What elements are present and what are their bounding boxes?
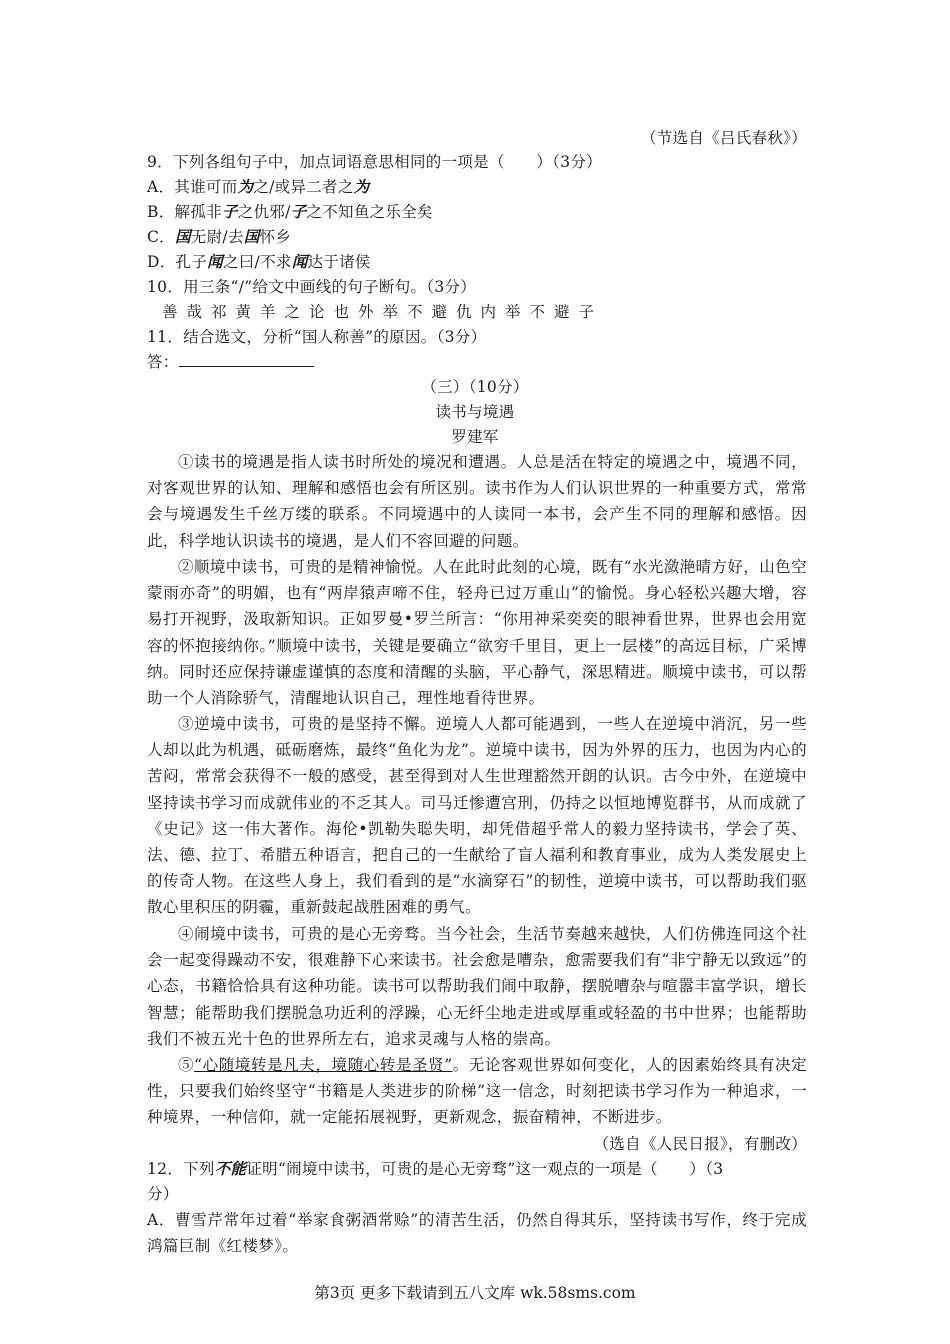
underlined-quote: “心随境转是凡夫，境随心转是圣贤” bbox=[194, 1056, 453, 1074]
paragraph-5: ⑤“心随境转是凡夫，境随心转是圣贤”。无论客观世界如何变化，人的因素始终具有决定性，只要我们始终坚守“书籍是人类进步的阶梯”这一信念，时刻把读书学习作为一种追求，一种境界，一种信仰，就一定能拓展视野，更新观念，振奋精神，不断进步。 bbox=[147, 1056, 807, 1127]
page-footer: 第3页 更多下载请到五八文库 wk.58sms.com bbox=[314, 1284, 636, 1302]
question-11-stem: 11．结合选文，分析“国人称善”的原因。（3分） bbox=[147, 328, 487, 346]
question-9-option-a: A．其谁可而为之/或异二者之为 bbox=[147, 177, 370, 196]
question-12-stem-cont: 分） bbox=[147, 1185, 179, 1203]
article-author: 罗建军 bbox=[451, 428, 499, 446]
source-citation: （节选自《吕氏春秋》） bbox=[640, 129, 807, 147]
question-9-option-d: D．孔子闻之曰/不求闻达于诸侯 bbox=[147, 252, 371, 271]
paragraph-4: ④闹境中读书，可贵的是心无旁骛。当今社会，生活节奏越来越快，人们仿佛连同这个社会一起变得躁动不安，很难静下心来读书。社会愈是嘈杂，愈需要我们有“非宁静无以致远”的心态，书籍恰恰具有这种功能。读书可以帮助我们闹中取静，摆脱嘈杂与喧嚣丰富学识，增长智慧；能帮助我们摆脱急功近利的浮躁，心无纤尘地走进或厚重或轻盈的书中世界；也能帮助我们不被五光十色的世界所左右，追求灵魂与人格的崇高。 bbox=[147, 925, 807, 1048]
question-10-passage: 善哉祁黄羊之论也外举不避仇内举不避子 bbox=[162, 303, 604, 321]
section-header: （三）（10分） bbox=[421, 378, 529, 396]
question-12-option-a: A．曹雪芹常年过着“举家食粥酒常赊”的清苦生活，仍然自得其乐，坚持读书写作，终于完成鸿篇巨制《红楼梦》。 bbox=[147, 1211, 807, 1256]
article-source: （选自《人民日报》，有删改） bbox=[593, 1135, 807, 1153]
question-9-option-c: C．国无尉/去国怀乡 bbox=[147, 227, 292, 246]
paragraph-3: ③逆境中读书，可贵的是坚持不懈。逆境人人都可能遇到，一些人在逆境中消沉，另一些人却以此为机遇，砥砺磨炼，最终“鱼化为龙”。逆境中读书，因为外界的压力，也因为内心的苦闷，常常会获得不一般的感受，甚至得到对人生世理豁然开朗的认识。古今中外，在逆境中坚持读书学习而成就伟业的不乏其人。司马迁惨遭宫刑，仍持之以恒地博览群书，从而成就了《史记》这一伟大著作。海伦•凯勒失聪失明，却凭借超乎常人的毅力坚持读书，学会了英、法、德、拉丁、希腊五种语言，把自己的一生献给了盲人福利和教育事业，成为人类发展史上的传奇人物。在这些人身上，我们看到的是“水滴穿石”的韧性，逆境中读书，可以帮助我们驱散心里积压的阴霾，重新鼓起战胜困难的勇气。 bbox=[147, 715, 807, 917]
question-9-option-b: B．解孤非子之仇邪/子之不知鱼之乐全矣 bbox=[147, 202, 433, 221]
question-12-stem: 12．下列不能证明“闹境中读书，可贵的是心无旁骛”这一观点的一项是（ ）（3 bbox=[147, 1159, 724, 1178]
article-title: 读书与境遇 bbox=[435, 403, 515, 421]
question-10-stem: 10．用三条“/”给文中画线的句子断句。（3分） bbox=[147, 278, 477, 296]
answer-blank[interactable] bbox=[179, 352, 314, 367]
question-11-answer-line: 答： bbox=[147, 352, 314, 372]
paragraph-2: ②顺境中读书，可贵的是精神愉悦。人在此时此刻的心境，既有“水光潋滟晴方好，山色空蒙雨亦奇”的明媚，也有“两岸猿声啼不住，轻舟已过万重山”的愉悦。身心轻松兴趣大增，容易打开视野，汲取新知识。正如罗曼•罗兰所言：“你用神采奕奕的眼神看世界，世界也会用宽容的怀抱接纳你。”顺境中读书，关键是要确立“欲穷千里目，更上一层楼”的高远目标，广采博纳。同时还应保持谦虚谨慎的态度和清醒的头脑，平心静气，深思精进。顺境中读书，可以帮助一个人消除骄气，清醒地认识自己，理性地看待世界。 bbox=[147, 558, 807, 708]
question-9-stem: 9．下列各组句子中，加点词语意思相同的一项是（ ）（3分） bbox=[147, 153, 602, 171]
paragraph-1: ①读书的境遇是指人读书时所处的境况和遭遇。人总是活在特定的境遇之中，境遇不同，对客观世界的认知、理解和感悟也会有所区别。读书作为人们认识世界的一种重要方式，常常会与境遇发生千丝万缕的联系。不同境遇中的人读同一本书，会产生不同的理解和感悟。因此，科学地认识读书的境遇，是人们不容回避的问题。 bbox=[147, 453, 807, 550]
